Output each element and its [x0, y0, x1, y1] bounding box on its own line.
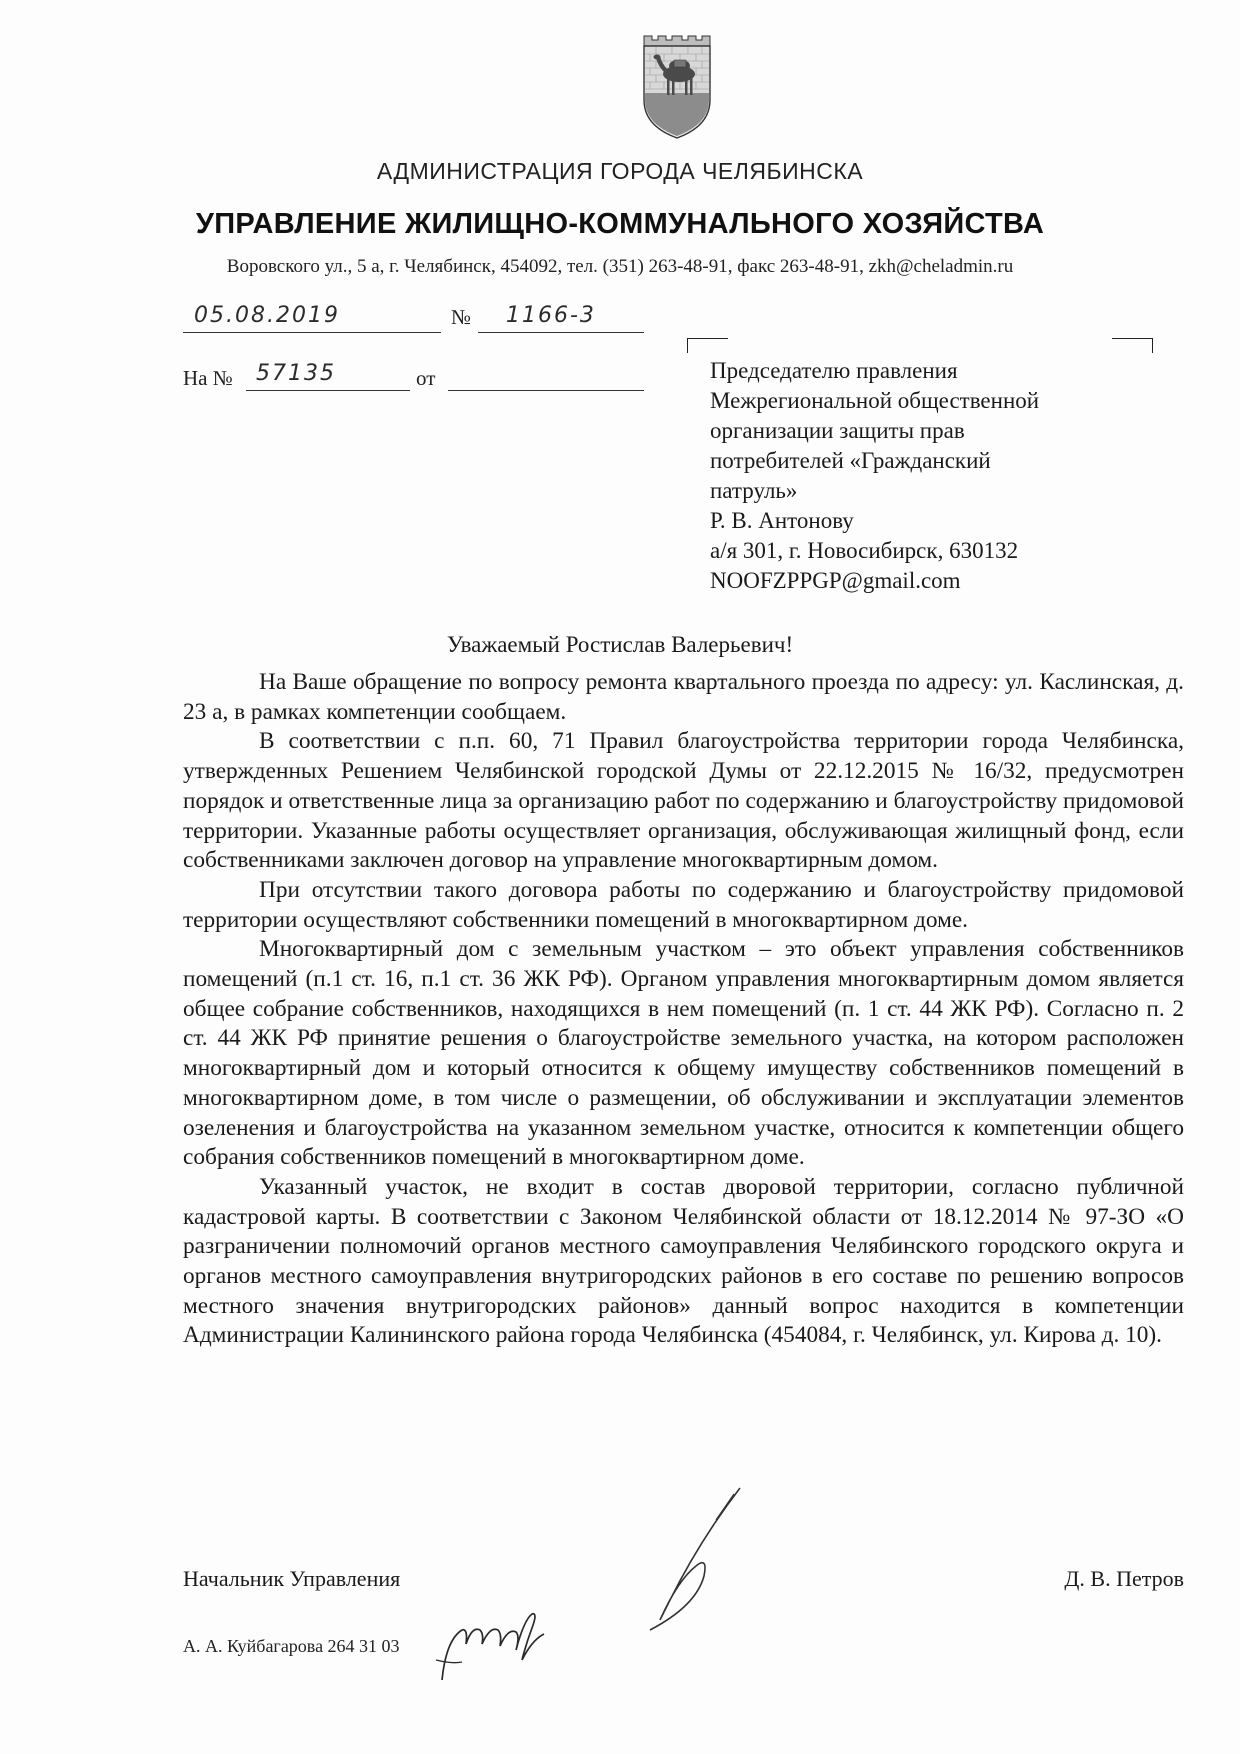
department-title: УПРАВЛЕНИЕ ЖИЛИЩНО-КОММУНАЛЬНОГО ХОЗЯЙСТВА [195, 208, 1045, 240]
addressee-line: патруль» [710, 478, 798, 503]
chelyabinsk-coat-of-arms-icon [638, 30, 716, 142]
head-signature-icon [630, 1480, 750, 1640]
letter-body [183, 668, 1184, 1351]
body-paragraph: Указанный участок, не входит в состав дворовой территории, согласно публичной кадастровой карты. В соответствии с Законом Челябинской области от 18.12.2014 № 97-ЗО «О разграничении полномочий органов местного самоуправления Челябинского городского округа и органов местного самоуправления внутригородских районов в его составе по решению вопросов местного значения внутригородских районов» данный вопрос находится в компетенции Администрации Калининского района города Челябинска (454084, г. Челябинск, ул. Кирова д. 10). [183, 1173, 1184, 1349]
signer-position: Начальник Управления [183, 1566, 401, 1591]
addressee-line: NOOFZPPGP@gmail.com [710, 568, 961, 593]
address-corner-left [687, 338, 728, 353]
addressee-line: организации защиты прав [710, 418, 965, 443]
number-line [478, 332, 644, 333]
addressee-line: потребителей «Гражданский [710, 448, 991, 473]
outgoing-date: 05.08.2019 [194, 303, 340, 328]
body-paragraph: В соответствии с п.п. 60, 71 Правил благоустройства территории города Челябинска, утвержденных Решением Челябинской городской Думы от 22.12.2015 № 16/32, предусмотрен порядок и ответственные лица за организацию работ по содержанию и благоустройству придомовой территории. Указанные работы осуществляет организация, обслуживающая жилищный фонд, если собственниками заключен договор на управление многоквартирным домом. [183, 728, 1184, 874]
reply-number: 57135 [256, 361, 336, 386]
addressee-line: Председателю правления [710, 358, 958, 383]
signer-name: Д. В. Петров [1064, 1566, 1184, 1591]
addressee-line: а/я 301, г. Новосибирск, 630132 [710, 538, 1019, 563]
number-sign: № [451, 305, 472, 329]
salutation: Уважаемый Ростислав Валерьевич! [446, 632, 794, 657]
executor-contact: А. А. Куйбагарова 264 31 03 [183, 1636, 400, 1656]
addressee-line: Межрегиональной общественной [710, 388, 1040, 413]
administration-title: АДМИНИСТРАЦИЯ ГОРОДА ЧЕЛЯБИНСКА [376, 158, 864, 184]
addressee-block [710, 356, 1180, 596]
from-date-line [448, 390, 644, 391]
addressee-line: Р. В. Антонову [710, 508, 854, 533]
address-corner-right [1112, 338, 1153, 353]
date-line [183, 332, 441, 333]
reply-number-line [246, 390, 410, 391]
department-contacts: Воровского ул., 5 а, г. Челябинск, 454092, тел. (351) 263-48-91, факс 263-48-91, zkh@cheladmin.ru [226, 256, 1014, 277]
outgoing-number: 1166-3 [506, 303, 596, 328]
reply-to-label: На № [183, 366, 233, 390]
body-paragraph: На Ваше обращение по вопросу ремонта квартального проезда по адресу: ул. Каслинская, д. 23 а, в рамках компетенции сообщаем. [183, 669, 1184, 725]
body-paragraph: При отсутствии такого договора работы по содержанию и благоустройству придомовой территории осуществляют собственники помещений в многоквартирном доме. [183, 876, 1184, 933]
executor-signature-icon [432, 1600, 572, 1690]
body-paragraph: Многоквартирный дом с земельным участком – это объект управления собственников помещений (п.1 ст. 16, п.1 ст. 36 ЖК РФ). Органом управления многоквартирным домом является общее собрание собственников, находящихся в нем помещений (п. 1 ст. 44 ЖК РФ). Согласно п. 2 ст. 44 ЖК РФ принятие решения о благоустройстве земельного участка, на котором расположен многоквартирный дом и который относится к общему имуществу собственников помещений в многоквартирном доме, в том числе о размещении, об обслуживании и эксплуатации элементов озеленения и благоустройства на указанном земельном участке, относится к компетенции общего собрания собственников помещений в многоквартирном доме. [183, 936, 1184, 1171]
from-label: от [416, 366, 436, 390]
